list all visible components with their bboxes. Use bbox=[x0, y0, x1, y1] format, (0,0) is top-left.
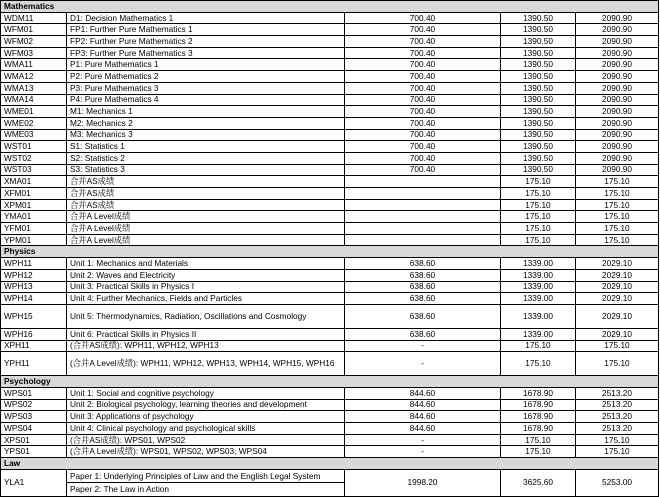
fee-value-3: 175.10 bbox=[576, 234, 659, 246]
course-name: 合并A Level成绩 bbox=[67, 234, 345, 246]
fee-value-1: 700.40 bbox=[345, 36, 501, 48]
course-name: (合并A Level成绩): WPH11, WPH12, WPH13, WPH14, WPH15, WPH16 bbox=[67, 352, 345, 376]
fee-value-2: 1390.50 bbox=[501, 71, 576, 83]
table-row bbox=[1, 328, 659, 340]
fee-value-3: 2090.90 bbox=[576, 106, 659, 118]
fee-value-2: 175.10 bbox=[501, 223, 576, 235]
course-name: (合并AS成绩): WPS01, WPS02 bbox=[67, 434, 345, 446]
course-code: WME02 bbox=[1, 117, 67, 129]
fee-value-2: 1390.50 bbox=[501, 106, 576, 118]
course-name: Unit 3: Applications of psychology bbox=[67, 411, 345, 423]
table-row bbox=[1, 387, 659, 399]
course-name: Paper 1: Underlying Principles of Law and the English Legal System bbox=[67, 469, 345, 483]
section-title: Mathematics bbox=[1, 1, 659, 13]
course-code: WPH15 bbox=[1, 304, 67, 328]
fee-value-2: 1678.90 bbox=[501, 423, 576, 435]
table-row bbox=[1, 12, 659, 24]
fee-value-3: 2090.90 bbox=[576, 47, 659, 59]
fee-value-2: 1390.50 bbox=[501, 59, 576, 71]
course-code: YPM01 bbox=[1, 234, 67, 246]
table-row bbox=[1, 352, 659, 376]
table-row bbox=[1, 164, 659, 176]
fee-value-1: - bbox=[345, 434, 501, 446]
table-row bbox=[1, 423, 659, 435]
course-name: (合并A Level成绩): WPS01, WPS02, WPS03, WPS04 bbox=[67, 446, 345, 458]
course-code: YLA1 bbox=[1, 469, 67, 496]
course-code: WFM02 bbox=[1, 36, 67, 48]
fee-value-2: 175.10 bbox=[501, 434, 576, 446]
fee-value-1 bbox=[345, 223, 501, 235]
fee-value-1: 700.40 bbox=[345, 129, 501, 141]
fee-value-2: 1390.50 bbox=[501, 141, 576, 153]
course-name: M1: Mechanics 1 bbox=[67, 106, 345, 118]
fee-value-2: 1339.00 bbox=[501, 304, 576, 328]
fee-value-2: 175.10 bbox=[501, 211, 576, 223]
course-code: WPH12 bbox=[1, 269, 67, 281]
fee-value-2: 1339.00 bbox=[501, 258, 576, 270]
table-row bbox=[1, 469, 659, 483]
fee-value-1: 638.60 bbox=[345, 281, 501, 293]
fee-value-1: 700.40 bbox=[345, 59, 501, 71]
course-name: D1: Decision Mathematics 1 bbox=[67, 12, 345, 24]
course-code: WPS02 bbox=[1, 399, 67, 411]
fee-value-2: 1390.50 bbox=[501, 117, 576, 129]
table-row bbox=[1, 152, 659, 164]
fee-value-3: 2513.20 bbox=[576, 423, 659, 435]
course-code: WPH11 bbox=[1, 258, 67, 270]
section-title: Physics bbox=[1, 246, 659, 258]
fee-value-3: 2090.90 bbox=[576, 36, 659, 48]
course-name: Unit 1: Social and cognitive psychology bbox=[67, 387, 345, 399]
course-code: WME03 bbox=[1, 129, 67, 141]
course-code: WFM03 bbox=[1, 47, 67, 59]
course-name: P2: Pure Mathematics 2 bbox=[67, 71, 345, 83]
course-name: Unit 4: Further Mechanics, Fields and Particles bbox=[67, 293, 345, 305]
fee-value-1: 700.40 bbox=[345, 12, 501, 24]
fee-value-1 bbox=[345, 188, 501, 200]
course-code: WMA13 bbox=[1, 82, 67, 94]
section-header bbox=[1, 1, 659, 13]
fee-value-1: - bbox=[345, 352, 501, 376]
course-code: WMA12 bbox=[1, 71, 67, 83]
table-row bbox=[1, 24, 659, 36]
course-name: P4: Pure Mathematics 4 bbox=[67, 94, 345, 106]
table-row bbox=[1, 234, 659, 246]
course-code: XMA01 bbox=[1, 176, 67, 188]
fee-value-1 bbox=[345, 176, 501, 188]
fee-value-2: 3625.60 bbox=[501, 469, 576, 496]
table-row bbox=[1, 304, 659, 328]
section-title: Law bbox=[1, 458, 659, 470]
fee-value-2: 1678.90 bbox=[501, 387, 576, 399]
fee-value-1: 844.60 bbox=[345, 399, 501, 411]
course-name: Unit 2: Biological psychology, learning theories and development bbox=[67, 399, 345, 411]
course-code: WME01 bbox=[1, 106, 67, 118]
course-name: Unit 1: Mechanics and Materials bbox=[67, 258, 345, 270]
fee-value-1: 700.40 bbox=[345, 47, 501, 59]
fee-value-3: 2090.90 bbox=[576, 24, 659, 36]
course-code: WPS04 bbox=[1, 423, 67, 435]
fee-value-3: 2090.90 bbox=[576, 71, 659, 83]
fee-value-1: 844.60 bbox=[345, 411, 501, 423]
fee-value-2: 175.10 bbox=[501, 176, 576, 188]
fee-value-1: 700.40 bbox=[345, 24, 501, 36]
fee-value-3: 2090.90 bbox=[576, 129, 659, 141]
course-name: M3: Mechanics 3 bbox=[67, 129, 345, 141]
fee-value-3: 2029.10 bbox=[576, 304, 659, 328]
table-row bbox=[1, 94, 659, 106]
fee-value-1: 700.40 bbox=[345, 82, 501, 94]
table-row bbox=[1, 176, 659, 188]
fee-value-1: 700.40 bbox=[345, 152, 501, 164]
fee-value-1: 700.40 bbox=[345, 71, 501, 83]
fee-value-2: 1390.50 bbox=[501, 129, 576, 141]
fee-value-3: 2090.90 bbox=[576, 117, 659, 129]
fee-value-3: 2029.10 bbox=[576, 293, 659, 305]
course-code: WMA11 bbox=[1, 59, 67, 71]
table-row bbox=[1, 71, 659, 83]
table-row bbox=[1, 434, 659, 446]
fee-value-3: 175.10 bbox=[576, 199, 659, 211]
course-name: S2: Statistics 2 bbox=[67, 152, 345, 164]
table-row bbox=[1, 446, 659, 458]
course-code: WST02 bbox=[1, 152, 67, 164]
section-header bbox=[1, 458, 659, 470]
table-row bbox=[1, 293, 659, 305]
course-code: WFM01 bbox=[1, 24, 67, 36]
fee-value-2: 175.10 bbox=[501, 446, 576, 458]
fee-value-1 bbox=[345, 199, 501, 211]
course-code: WPH13 bbox=[1, 281, 67, 293]
course-name: 合并A Level成绩 bbox=[67, 211, 345, 223]
fee-value-1: 638.60 bbox=[345, 328, 501, 340]
fee-value-3: 2513.20 bbox=[576, 387, 659, 399]
course-name: P1: Pure Mathematics 1 bbox=[67, 59, 345, 71]
fee-value-3: 2090.90 bbox=[576, 141, 659, 153]
fee-value-2: 1339.00 bbox=[501, 293, 576, 305]
course-name: Unit 2: Waves and Electricity bbox=[67, 269, 345, 281]
table-row bbox=[1, 106, 659, 118]
course-code: YMA01 bbox=[1, 211, 67, 223]
fee-value-3: 2090.90 bbox=[576, 12, 659, 24]
course-name: P3: Pure Mathematics 3 bbox=[67, 82, 345, 94]
fee-value-3: 2090.90 bbox=[576, 59, 659, 71]
fee-value-2: 1390.50 bbox=[501, 94, 576, 106]
course-name: Unit 5: Thermodynamics, Radiation, Oscillations and Cosmology bbox=[67, 304, 345, 328]
course-name: M2: Mechanics 2 bbox=[67, 117, 345, 129]
fee-value-2: 175.10 bbox=[501, 340, 576, 352]
fee-value-1: 700.40 bbox=[345, 94, 501, 106]
course-name: Unit 4: Clinical psychology and psychological skills bbox=[67, 423, 345, 435]
fee-value-3: 2090.90 bbox=[576, 164, 659, 176]
course-code: WPS03 bbox=[1, 411, 67, 423]
fee-value-3: 175.10 bbox=[576, 352, 659, 376]
table-row bbox=[1, 82, 659, 94]
fee-value-1: 1998.20 bbox=[345, 469, 501, 496]
course-code: WPH14 bbox=[1, 293, 67, 305]
course-code: WDM11 bbox=[1, 12, 67, 24]
fee-value-3: 2029.10 bbox=[576, 258, 659, 270]
section-title: Psychology bbox=[1, 376, 659, 388]
fee-value-3: 175.10 bbox=[576, 211, 659, 223]
course-code: WPS01 bbox=[1, 387, 67, 399]
fee-value-1: 700.40 bbox=[345, 164, 501, 176]
fee-value-3: 2029.10 bbox=[576, 281, 659, 293]
fee-value-2: 1390.50 bbox=[501, 12, 576, 24]
fee-value-1: 700.40 bbox=[345, 106, 501, 118]
fee-value-1: 638.60 bbox=[345, 293, 501, 305]
table-row bbox=[1, 117, 659, 129]
course-name: S1: Statistics 1 bbox=[67, 141, 345, 153]
fee-value-3: 2090.90 bbox=[576, 94, 659, 106]
table-row bbox=[1, 399, 659, 411]
fee-value-2: 175.10 bbox=[501, 234, 576, 246]
course-name: FP1: Further Pure Mathematics 1 bbox=[67, 24, 345, 36]
fee-value-3: 2090.90 bbox=[576, 82, 659, 94]
fee-value-3: 2513.20 bbox=[576, 399, 659, 411]
course-name: Unit 6: Practical Skills in Physics II bbox=[67, 328, 345, 340]
fee-value-3: 2513.20 bbox=[576, 411, 659, 423]
fee-value-1: - bbox=[345, 446, 501, 458]
fee-value-2: 175.10 bbox=[501, 199, 576, 211]
fee-value-2: 1390.50 bbox=[501, 36, 576, 48]
fee-value-1: 638.60 bbox=[345, 269, 501, 281]
course-code: XPH11 bbox=[1, 340, 67, 352]
fee-value-2: 1390.50 bbox=[501, 24, 576, 36]
fee-value-1 bbox=[345, 211, 501, 223]
course-code: YFM01 bbox=[1, 223, 67, 235]
course-name: Unit 3: Practical Skills in Physics I bbox=[67, 281, 345, 293]
fee-value-2: 1339.00 bbox=[501, 328, 576, 340]
table-row bbox=[1, 188, 659, 200]
fee-value-2: 1390.50 bbox=[501, 47, 576, 59]
course-name: 合并A Level成绩 bbox=[67, 223, 345, 235]
fee-value-1: - bbox=[345, 340, 501, 352]
table-row bbox=[1, 129, 659, 141]
course-name: (合并AS成绩): WPH11, WPH12, WPH13 bbox=[67, 340, 345, 352]
section-header bbox=[1, 376, 659, 388]
course-name: S3: Statistics 3 bbox=[67, 164, 345, 176]
course-name: 合并AS成绩 bbox=[67, 199, 345, 211]
fee-value-3: 2029.10 bbox=[576, 328, 659, 340]
table-row bbox=[1, 211, 659, 223]
course-name: Paper 2: The Law in Action bbox=[67, 483, 345, 497]
fee-value-3: 175.10 bbox=[576, 176, 659, 188]
table-row bbox=[1, 199, 659, 211]
table-row bbox=[1, 223, 659, 235]
table-row bbox=[1, 340, 659, 352]
fee-value-1: 700.40 bbox=[345, 117, 501, 129]
table-row bbox=[1, 47, 659, 59]
fee-value-1: 638.60 bbox=[345, 258, 501, 270]
course-name: FP2: Further Pure Mathematics 2 bbox=[67, 36, 345, 48]
course-name: FP3: Further Pure Mathematics 3 bbox=[67, 47, 345, 59]
fee-value-2: 1390.50 bbox=[501, 164, 576, 176]
fee-value-3: 175.10 bbox=[576, 223, 659, 235]
fee-value-3: 175.10 bbox=[576, 446, 659, 458]
course-code: WST01 bbox=[1, 141, 67, 153]
fee-value-2: 175.10 bbox=[501, 352, 576, 376]
fee-value-3: 175.10 bbox=[576, 188, 659, 200]
course-code: XPS01 bbox=[1, 434, 67, 446]
course-name: 合并AS成绩 bbox=[67, 176, 345, 188]
fee-value-3: 5253.00 bbox=[576, 469, 659, 496]
table-row bbox=[1, 411, 659, 423]
fee-table-body bbox=[1, 1, 659, 497]
fee-value-3: 175.10 bbox=[576, 340, 659, 352]
fee-value-2: 1339.00 bbox=[501, 281, 576, 293]
fee-value-2: 1678.90 bbox=[501, 411, 576, 423]
course-code: XPM01 bbox=[1, 199, 67, 211]
table-row bbox=[1, 59, 659, 71]
course-code: YPS01 bbox=[1, 446, 67, 458]
course-code: WPH16 bbox=[1, 328, 67, 340]
course-code: WST03 bbox=[1, 164, 67, 176]
table-row bbox=[1, 269, 659, 281]
fee-value-2: 175.10 bbox=[501, 188, 576, 200]
fee-value-1 bbox=[345, 234, 501, 246]
fee-value-3: 2090.90 bbox=[576, 152, 659, 164]
table-row bbox=[1, 258, 659, 270]
course-code: YPH11 bbox=[1, 352, 67, 376]
table-row bbox=[1, 36, 659, 48]
course-code: XFM01 bbox=[1, 188, 67, 200]
fee-value-3: 2029.10 bbox=[576, 269, 659, 281]
fee-value-3: 175.10 bbox=[576, 434, 659, 446]
fee-value-2: 1390.50 bbox=[501, 152, 576, 164]
fee-value-1: 844.60 bbox=[345, 387, 501, 399]
section-header bbox=[1, 246, 659, 258]
fee-value-2: 1339.00 bbox=[501, 269, 576, 281]
table-row bbox=[1, 281, 659, 293]
fee-value-1: 638.60 bbox=[345, 304, 501, 328]
course-code: WMA14 bbox=[1, 94, 67, 106]
fee-value-1: 700.40 bbox=[345, 141, 501, 153]
fee-value-2: 1390.50 bbox=[501, 82, 576, 94]
course-name: 合并AS成绩 bbox=[67, 188, 345, 200]
fee-value-1: 844.60 bbox=[345, 423, 501, 435]
fee-value-2: 1678.90 bbox=[501, 399, 576, 411]
table-row bbox=[1, 141, 659, 153]
